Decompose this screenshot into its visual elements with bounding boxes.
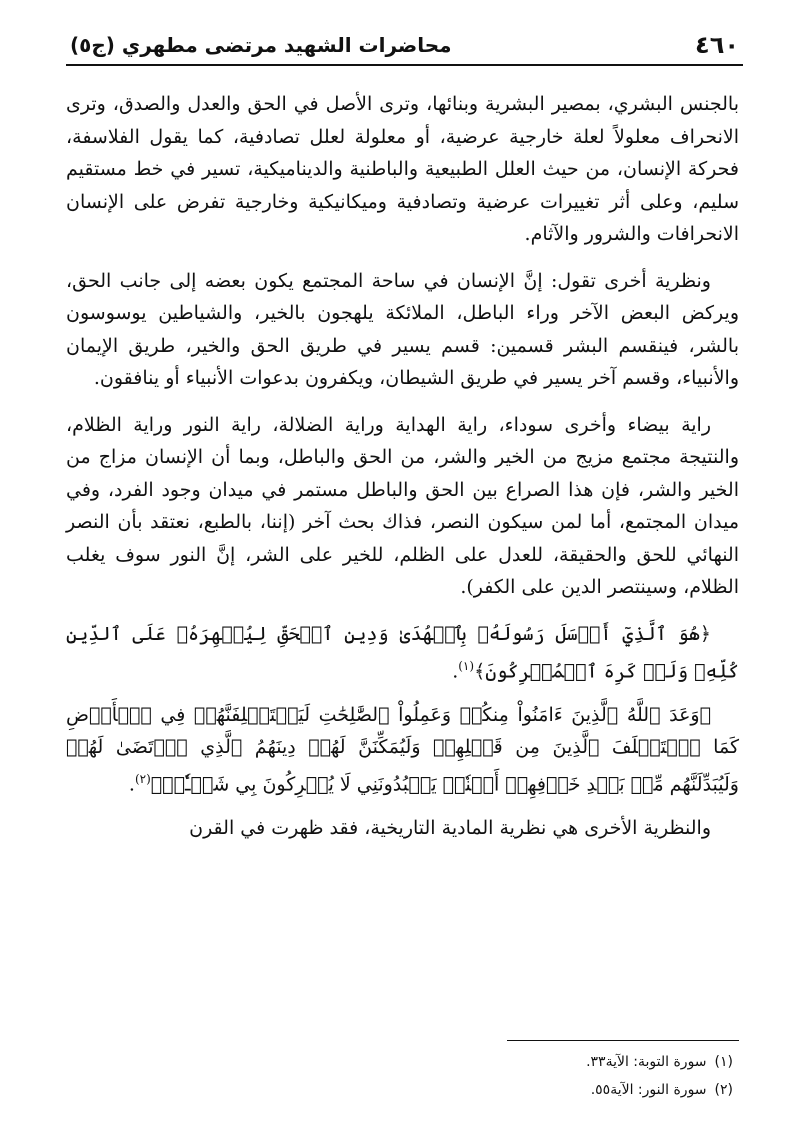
paragraph-3: راية بيضاء وأخرى سوداء، راية الهداية وراية الضلالة، راية النور وراية الظلام، والنتيجة مجتمع مزيج من الخير والشر، من الحق والباطل، وبما أن الإنسان مزاج من الخير والشر، فإن هذا الصراع بين الحق والباطل مستمر في ميدان وجود الفرد، وفي ميدان المجتمع، أما لمن سيكون النصر، فذاك بحث آخر (إننا، بالطبع، نعتقد بأن النصر النهائي للحق والحقيقة، للعدل على الظلم، للخير على الشر، إنَّ النور سوف يغلب الظلام، وسينتصر الدين على الكفر). bbox=[66, 413, 739, 598]
verse-end: . bbox=[452, 659, 459, 682]
closing-paragraph: والنظرية الأخرى هي نظرية المادية التاريخية، فقد ظهرت في القرن bbox=[189, 817, 711, 840]
running-title: محاضرات الشهيد مرتضى مطهري (ج٥) bbox=[70, 33, 452, 57]
header-rule bbox=[66, 64, 743, 66]
paragraph-2: ونظرية أخرى تقول: إنَّ الإنسان في ساحة المجتمع يكون بعضه إلى جانب الحق، ويركض البعض الآخر وراء الباطل، الملائكة يلهجون بالخير، والشياطين يوسوسون بالشر، فينقسم البشر قسمين: قسم يسير في طريق الحق والخير، طريق الإيمان والأنبياء، وقسم آخر يسير في طريق الشيطان، ويكفرون بدعوات الأنبياء أو ينافقون. bbox=[66, 269, 739, 389]
page-number: ٤٦٠ bbox=[695, 31, 739, 59]
quran-verse-2 bbox=[66, 699, 739, 800]
footnote-number: (٢) bbox=[714, 1082, 733, 1098]
verse-text: ﴿وَعَدَ ٱللَّهُ ٱلَّذِينَ ءَامَنُواْ مِنكُمۡ وَعَمِلُواْ ٱلصَّٰلِحَٰتِ لَيَسۡتَخۡلِفَنَّهُمۡ فِي ٱلۡأَرۡضِ كَمَا ٱسۡتَخۡلَفَ ٱلَّذِينَ مِن قَبۡلِهِمۡ وَلَيُمَكِّنَنَّ لَهُمۡ دِينَهُمُ ٱلَّذِي ٱرۡتَضَىٰ لَهُمۡ وَلَيُبَدِّلَنَّهُم مِّنۢ بَعۡدِ خَوۡفِهِمۡ أَمۡنٗاۚ يَعۡبُدُونَنِي لَا يُشۡرِكُونَ بِي شَيۡـٔٗاۚ﴾ bbox=[66, 703, 739, 796]
footnote-marker: (٢) bbox=[134, 771, 151, 786]
footnote-text: سورة النور: الآية٥٥. bbox=[590, 1082, 707, 1098]
verse-end: . bbox=[128, 773, 135, 796]
footnote-2 bbox=[300, 1076, 733, 1104]
footnote-marker: (١) bbox=[458, 658, 475, 673]
footnote-number: (١) bbox=[714, 1054, 733, 1070]
page-body bbox=[66, 88, 739, 859]
page-header bbox=[70, 28, 739, 62]
footnote-1 bbox=[300, 1048, 733, 1076]
quran-verse-1 bbox=[66, 618, 739, 687]
footnote-text: سورة التوبة: الآية٣٣. bbox=[586, 1054, 707, 1070]
footnotes bbox=[300, 1048, 733, 1104]
paragraph-1: بالجنس البشري، بمصير البشرية وبنائها، وترى الأصل في الحق والعدل والصدق، وترى الانحراف معلولاً لعلة خارجية عرضية، أو معلولة لعلل تصادفية، كما يقول الفلاسفة، فحركة الإنسان، من حيث العلل الطبيعية والباطنية والديناميكية، تسير في خط مستقيم سليم، وعلى أثر تغييرات عرضية وتصادفية وميكانيكية وخارجية تفرض على الإنسان الانحرافات والشرور والآثام. bbox=[66, 93, 739, 245]
verse-text: ﴿هُوَ ٱلَّذِيٓ أَرۡسَلَ رَسُولَهُۥ بِٱلۡهُدَىٰ وَدِينِ ٱلۡحَقِّ لِيُظۡهِرَهُۥ عَلَى ٱلدِّينِ كُلِّهِۦ وَلَوۡ كَرِهَ ٱلۡمُشۡرِكُونَ﴾ bbox=[66, 622, 739, 682]
footnote-rule bbox=[507, 1040, 739, 1041]
